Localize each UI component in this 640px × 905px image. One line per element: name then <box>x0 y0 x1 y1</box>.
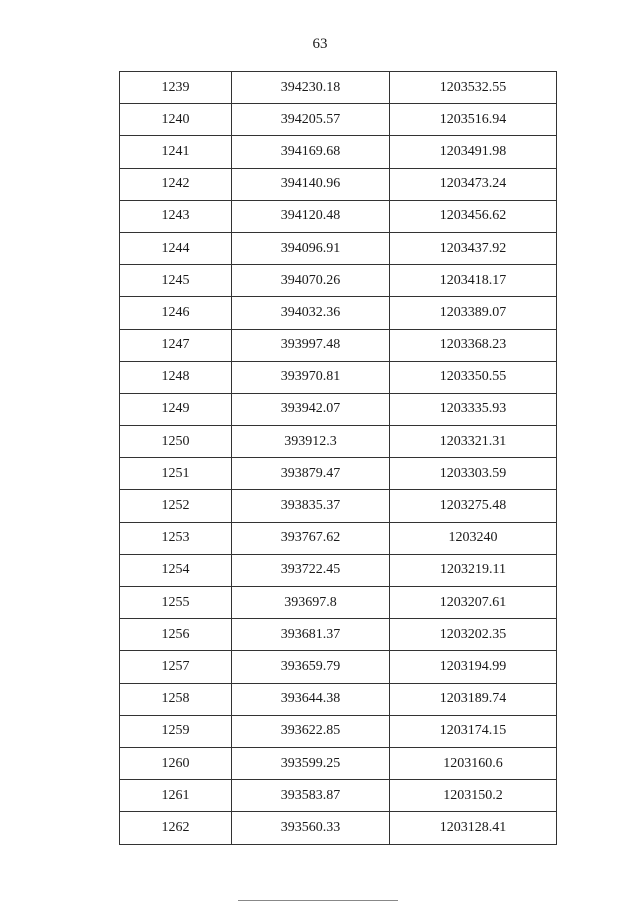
table-row <box>120 780 557 812</box>
x-coordinate-cell: 393681.37 <box>232 619 390 651</box>
table-row <box>120 72 557 104</box>
table-row <box>120 683 557 715</box>
point-number-cell: 1241 <box>120 136 232 168</box>
x-coordinate-cell: 394205.57 <box>232 104 390 136</box>
y-coordinate-cell: 1203174.15 <box>390 715 557 747</box>
point-number-cell: 1244 <box>120 232 232 264</box>
table-row <box>120 522 557 554</box>
point-number-cell: 1240 <box>120 104 232 136</box>
y-coordinate-cell: 1203456.62 <box>390 200 557 232</box>
x-coordinate-cell: 393879.47 <box>232 458 390 490</box>
table-row <box>120 329 557 361</box>
x-coordinate-cell: 393912.3 <box>232 426 390 458</box>
x-coordinate-cell: 393835.37 <box>232 490 390 522</box>
x-coordinate-cell: 393942.07 <box>232 393 390 425</box>
x-coordinate-cell: 393722.45 <box>232 554 390 586</box>
x-coordinate-cell: 394230.18 <box>232 72 390 104</box>
y-coordinate-cell: 1203128.41 <box>390 812 557 844</box>
y-coordinate-cell: 1203418.17 <box>390 265 557 297</box>
table-row <box>120 554 557 586</box>
table-row <box>120 812 557 844</box>
table-row <box>120 619 557 651</box>
point-number-cell: 1248 <box>120 361 232 393</box>
y-coordinate-cell: 1203321.31 <box>390 426 557 458</box>
y-coordinate-cell: 1203189.74 <box>390 683 557 715</box>
point-number-cell: 1253 <box>120 522 232 554</box>
table-row <box>120 265 557 297</box>
y-coordinate-cell: 1203160.6 <box>390 747 557 779</box>
point-number-cell: 1246 <box>120 297 232 329</box>
bottom-rule <box>238 900 398 901</box>
table-row <box>120 458 557 490</box>
y-coordinate-cell: 1203389.07 <box>390 297 557 329</box>
y-coordinate-cell: 1203368.23 <box>390 329 557 361</box>
x-coordinate-cell: 394169.68 <box>232 136 390 168</box>
point-number-cell: 1259 <box>120 715 232 747</box>
point-number-cell: 1247 <box>120 329 232 361</box>
point-number-cell: 1261 <box>120 780 232 812</box>
table-body <box>120 72 557 845</box>
x-coordinate-cell: 393659.79 <box>232 651 390 683</box>
point-number-cell: 1256 <box>120 619 232 651</box>
x-coordinate-cell: 393970.81 <box>232 361 390 393</box>
point-number-cell: 1262 <box>120 812 232 844</box>
table-row <box>120 426 557 458</box>
point-number-cell: 1242 <box>120 168 232 200</box>
x-coordinate-cell: 393560.33 <box>232 812 390 844</box>
x-coordinate-cell: 394070.26 <box>232 265 390 297</box>
point-number-cell: 1239 <box>120 72 232 104</box>
y-coordinate-cell: 1203491.98 <box>390 136 557 168</box>
x-coordinate-cell: 394096.91 <box>232 232 390 264</box>
y-coordinate-cell: 1203150.2 <box>390 780 557 812</box>
point-number-cell: 1249 <box>120 393 232 425</box>
point-number-cell: 1255 <box>120 587 232 619</box>
table-row <box>120 715 557 747</box>
x-coordinate-cell: 393622.85 <box>232 715 390 747</box>
y-coordinate-cell: 1203303.59 <box>390 458 557 490</box>
y-coordinate-cell: 1203335.93 <box>390 393 557 425</box>
y-coordinate-cell: 1203473.24 <box>390 168 557 200</box>
point-number-cell: 1250 <box>120 426 232 458</box>
table-row <box>120 587 557 619</box>
x-coordinate-cell: 394032.36 <box>232 297 390 329</box>
table-row <box>120 104 557 136</box>
table-row <box>120 393 557 425</box>
table-row <box>120 651 557 683</box>
point-number-cell: 1252 <box>120 490 232 522</box>
point-number-cell: 1258 <box>120 683 232 715</box>
y-coordinate-cell: 1203219.11 <box>390 554 557 586</box>
point-number-cell: 1245 <box>120 265 232 297</box>
x-coordinate-cell: 394120.48 <box>232 200 390 232</box>
y-coordinate-cell: 1203207.61 <box>390 587 557 619</box>
table-row <box>120 747 557 779</box>
table-row <box>120 168 557 200</box>
x-coordinate-cell: 393599.25 <box>232 747 390 779</box>
x-coordinate-cell: 393767.62 <box>232 522 390 554</box>
y-coordinate-cell: 1203516.94 <box>390 104 557 136</box>
page-number: 63 <box>312 36 328 52</box>
y-coordinate-cell: 1203275.48 <box>390 490 557 522</box>
point-number-cell: 1257 <box>120 651 232 683</box>
x-coordinate-cell: 393997.48 <box>232 329 390 361</box>
point-number-cell: 1260 <box>120 747 232 779</box>
table-row <box>120 136 557 168</box>
y-coordinate-cell: 1203194.99 <box>390 651 557 683</box>
x-coordinate-cell: 393583.87 <box>232 780 390 812</box>
y-coordinate-cell: 1203532.55 <box>390 72 557 104</box>
table-row <box>120 200 557 232</box>
x-coordinate-cell: 393644.38 <box>232 683 390 715</box>
table-row <box>120 232 557 264</box>
point-number-cell: 1254 <box>120 554 232 586</box>
y-coordinate-cell: 1203350.55 <box>390 361 557 393</box>
table-row <box>120 297 557 329</box>
y-coordinate-cell: 1203240 <box>390 522 557 554</box>
x-coordinate-cell: 394140.96 <box>232 168 390 200</box>
point-number-cell: 1243 <box>120 200 232 232</box>
table-row <box>120 490 557 522</box>
x-coordinate-cell: 393697.8 <box>232 587 390 619</box>
y-coordinate-cell: 1203202.35 <box>390 619 557 651</box>
point-number-cell: 1251 <box>120 458 232 490</box>
coordinate-table <box>119 71 557 845</box>
y-coordinate-cell: 1203437.92 <box>390 232 557 264</box>
table-row <box>120 361 557 393</box>
